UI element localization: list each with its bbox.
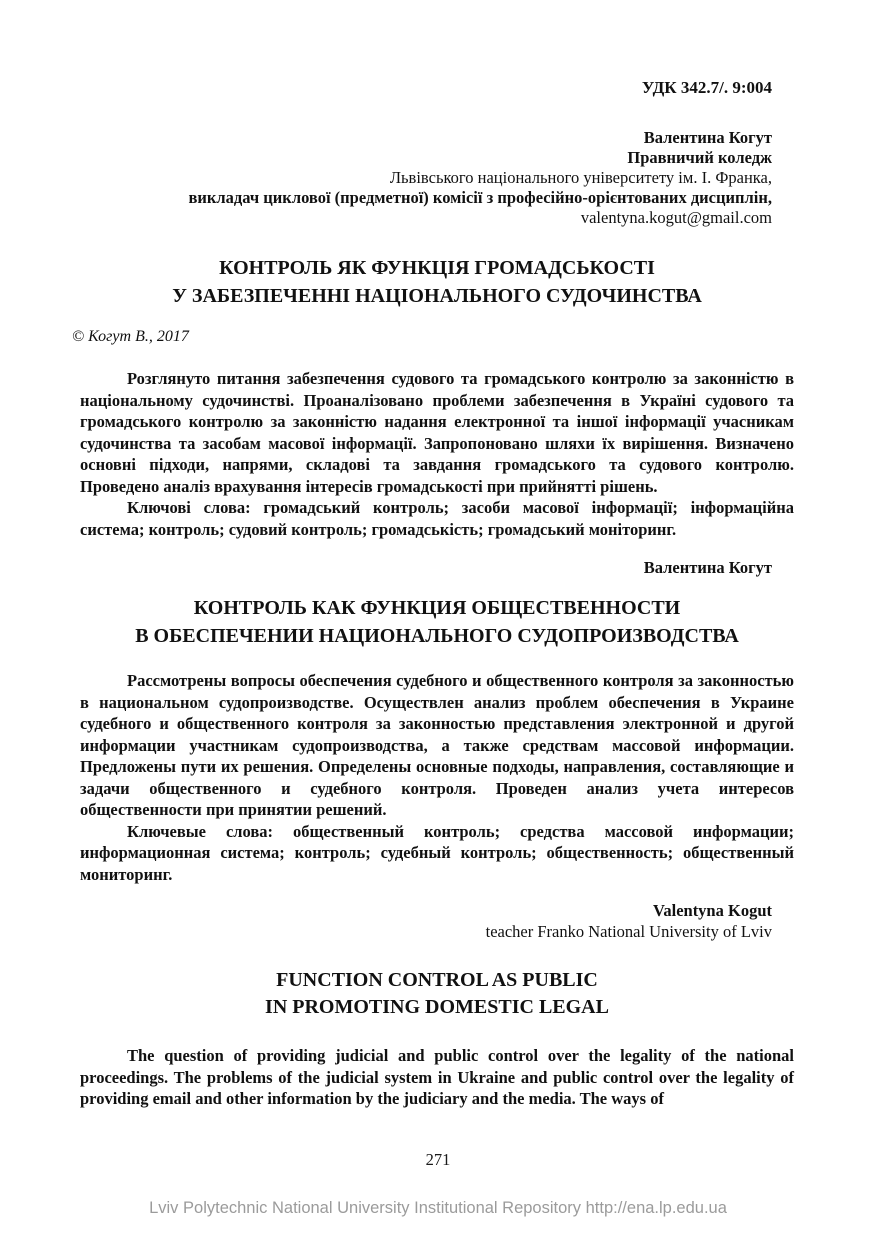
article-title-uk-line2: У ЗАБЕЗПЕЧЕННІ НАЦІОНАЛЬНОГО СУДОЧИНСТВА [172,285,702,307]
keywords-uk: Ключові слова: громадський контроль; засоби масової інформації; інформаційна система; контроль; судовий контроль; громадськість; громадський моніторинг. [80,498,794,539]
author-name: Валентина Когут [643,128,772,147]
keywords-ru: Ключевые слова: общественный контроль; средства массовой информации; информационная система; контроль; судебный контроль; общественность; общественный мониторинг. [80,821,794,884]
abstract-en: The question of providing judicial and public control over the legality of the national proceedings. The problems of the judicial system in Ukraine and public control over the legality of providing email and other information by the judiciary and the media. The ways of [80,1046,794,1108]
author-block [80,128,794,228]
byline-en-name: Valentyna Kogut [652,901,772,920]
copyright-notice: © Когут В., 2017 [72,328,189,345]
article-title-en-line1: FUNCTION CONTROL AS PUBLIC [276,969,598,991]
article-title-en [80,967,794,1021]
author-university: Львівського національного університету ім. І. Франка, [389,168,772,187]
udc-number: УДК 342.7/. 9:004 [641,78,772,97]
page-number: 271 [425,1150,451,1169]
author-college: Правничий коледж [627,148,772,167]
article-title-uk-line1: КОНТРОЛЬ ЯК ФУНКЦІЯ ГРОМАДСЬКОСТІ [219,257,655,279]
article-title-ru-line2: В ОБЕСПЕЧЕНИИ НАЦИОНАЛЬНОГО СУДОПРОИЗВОДСТВА [135,625,739,647]
byline-en [80,901,794,943]
abstract-ru: Рассмотрены вопросы обеспечения судебного и общественного контроля за законностью в национальном судопроизводстве. Осуществлен анализ проблем обеспечения в Украине судебного и общественного контроля за законностью представления электронной и другой информации участникам судопроизводства, а также средствам массовой информации. Предложены пути их решения. Определены основные подходы, направления, составляющие и задачи общественного и судебного контроля. Проведен анализ учета интересов общественности при принятии решений. [80,671,794,819]
article-title-en-line2: IN PROMOTING DOMESTIC LEGAL [265,996,609,1018]
author-position: викладач циклової (предметної) комісії з професійно-орієнтованих дисциплін, [188,188,772,207]
abstract-uk: Розглянуто питання забезпечення судового та громадського контролю за законністю в національному судочинстві. Проаналізовано проблеми забезпечення в Україні судового та громадського контролю за законністю надання електронної та іншої інформації учасникам судочинства та засобам масової інформації. Запропоновано шляхи їх вирішення. Визначено основні підходи, напрями, складові та завдання громадського та судового контролю. Проведено аналіз врахування інтересів громадськості при прийнятті рішень. [80,369,794,496]
article-title-ru-line1: КОНТРОЛЬ КАК ФУНКЦИЯ ОБЩЕСТВЕННОСТИ [193,597,681,619]
article-title-uk [80,254,794,310]
article-title-ru [80,594,794,650]
author-email: valentyna.kogut@gmail.com [580,208,772,227]
byline-ru: Валентина Когут [643,558,772,577]
affiliation-en: teacher Franko National University of Lviv [485,922,772,941]
repository-footer: Lviv Polytechnic National University Institutional Repository http://ena.lp.edu.ua [149,1199,727,1217]
